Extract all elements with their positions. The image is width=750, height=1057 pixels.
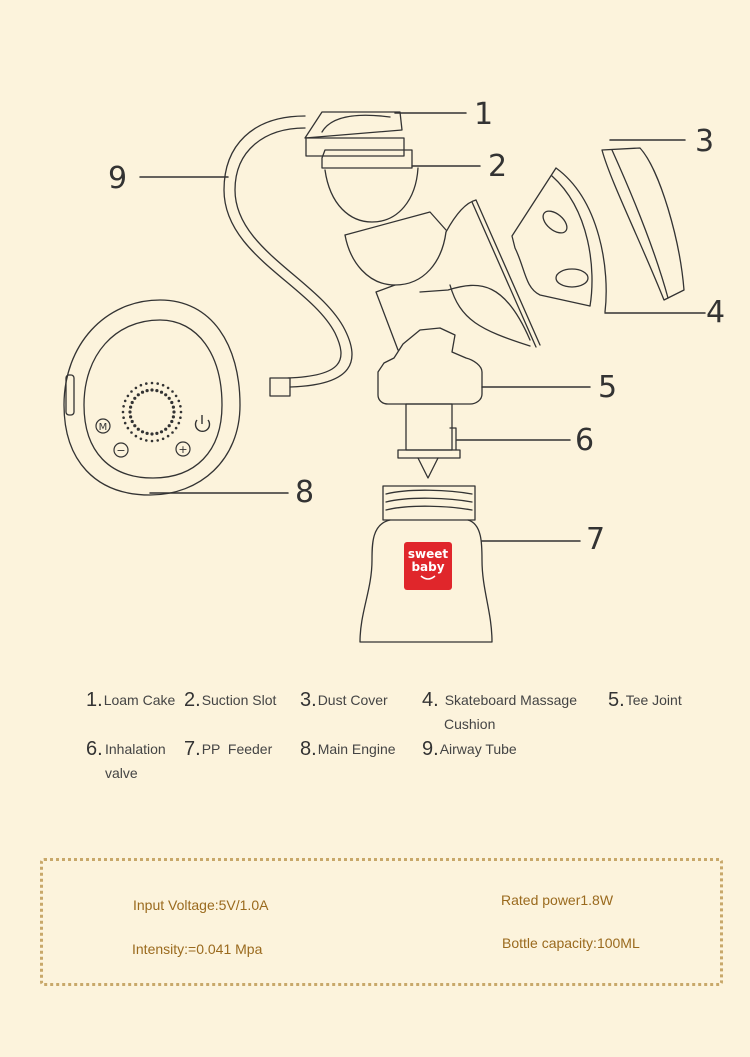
dial-dot [122, 411, 125, 414]
dial-dot [131, 401, 134, 404]
legend-item-7 [184, 737, 272, 762]
dial-dot [175, 427, 178, 430]
dial-dot [170, 420, 173, 423]
dial-dot [150, 388, 153, 391]
dial-dot [155, 432, 158, 435]
dial-dot [151, 440, 154, 443]
dial-dot [167, 387, 170, 390]
legend-item-5 [608, 688, 682, 713]
dial-dot [129, 406, 132, 409]
dial-dot [171, 431, 174, 434]
dial-dot [180, 411, 183, 414]
legend-num: 3. [300, 689, 317, 711]
mode-button-label: M [98, 422, 108, 433]
skateboard-massage-cushion [512, 168, 606, 312]
minus-button-icon[interactable] [114, 443, 128, 457]
dial-dot [128, 410, 131, 413]
callout-8: 8 [295, 475, 315, 510]
legend-label: Dust Cover [317, 692, 388, 708]
dial-dot [140, 438, 143, 441]
legend-label: Inhalation valve [105, 741, 166, 781]
legend-item-4 [422, 688, 592, 736]
dial-dot [124, 422, 127, 425]
specifications-box [40, 858, 723, 986]
dial-dot [167, 435, 170, 438]
legend-item-8 [300, 737, 396, 762]
dial-dot [156, 439, 159, 442]
dial-dot [150, 432, 153, 435]
dial-dot [155, 389, 158, 392]
legend-num: 5. [608, 689, 625, 711]
dial-dot [179, 416, 182, 419]
dial-dot [122, 416, 125, 419]
dial-dot [172, 410, 175, 413]
legend-item-6 [86, 737, 176, 785]
dial-dot [156, 382, 159, 385]
dial-dot [168, 424, 171, 427]
dial-dot [145, 439, 148, 442]
speed-dial [122, 382, 183, 443]
dial-dot [137, 393, 140, 396]
legend-num: 4. [422, 689, 439, 711]
spec-intensity: Intensity:=0.041 Mpa [132, 941, 263, 957]
suction-slot [322, 150, 418, 222]
legend-num: 6. [86, 738, 103, 760]
dial-dot [131, 420, 134, 423]
dial-dot [135, 387, 138, 390]
power-icon[interactable] [196, 415, 210, 431]
legend-item-1 [86, 688, 175, 713]
legend-item-9 [422, 737, 517, 762]
dial-dot [178, 422, 181, 425]
mode-button-icon[interactable] [96, 419, 110, 433]
callout-3: 3 [695, 124, 715, 159]
legend-num: 7. [184, 738, 201, 760]
dial-dot [179, 405, 182, 408]
inhalation-valve [398, 404, 460, 478]
airway-tube [224, 116, 352, 396]
dial-dot [130, 390, 133, 393]
dial-dot [162, 438, 165, 441]
callout-5: 5 [598, 370, 618, 405]
legend-num: 8. [300, 738, 317, 760]
dial-dot [168, 397, 171, 400]
logo-line-2: baby [411, 560, 445, 574]
callout-1: 1 [474, 97, 494, 132]
legend-num: 2. [184, 689, 201, 711]
legend-num: 1. [86, 689, 103, 711]
sweet-baby-logo [404, 542, 452, 590]
dial-dot [146, 389, 149, 392]
dial-dot [170, 401, 173, 404]
dial-dot [162, 384, 165, 387]
legend-label: Loam Cake [103, 692, 176, 708]
logo-line-1: sweet [407, 547, 449, 561]
dial-dot [172, 415, 175, 418]
callout-4: 4 [706, 295, 726, 330]
plus-button-icon[interactable] [176, 442, 190, 456]
callout-2: 2 [488, 149, 508, 184]
dial-dot [178, 400, 181, 403]
dial-dot [172, 406, 175, 409]
legend-num: 9. [422, 738, 439, 760]
dial-dot [164, 428, 167, 431]
dial-dot [122, 405, 125, 408]
legend-label: Tee Joint [625, 692, 682, 708]
dial-dot [133, 424, 136, 427]
dial-dot [124, 400, 127, 403]
spec-bottle-capacity: Bottle capacity:100ML [502, 935, 640, 951]
dust-cover [602, 148, 684, 300]
callout-6: 6 [575, 423, 595, 458]
dial-dot [145, 382, 148, 385]
callout-7: 7 [586, 522, 606, 557]
legend-item-2 [184, 688, 276, 713]
legend-label: Skateboard Massage Cushion [444, 692, 577, 732]
spec-input-voltage: Input Voltage:5V/1.0A [133, 897, 269, 913]
dial-dot [141, 391, 144, 394]
minus-button-label: − [116, 444, 126, 457]
dial-dot [140, 384, 143, 387]
dial-dot [171, 390, 174, 393]
legend-label: Airway Tube [439, 741, 517, 757]
callout-leaders [140, 113, 705, 541]
dial-dot [164, 393, 167, 396]
dial-dot [141, 430, 144, 433]
legend-label: PP Feeder [201, 741, 273, 757]
dial-dot [160, 391, 163, 394]
dial-dot [133, 397, 136, 400]
legend-label: Main Engine [317, 741, 396, 757]
dial-dot [175, 395, 178, 398]
dial-dot [127, 427, 130, 430]
dial-dot [146, 432, 149, 435]
dial-dot [135, 435, 138, 438]
dial-dot [160, 430, 163, 433]
main-engine [64, 300, 240, 495]
dial-dot [127, 395, 130, 398]
legend-label: Suction Slot [201, 692, 277, 708]
dial-dot [151, 382, 154, 385]
dial-dot [129, 415, 132, 418]
dial-dot [137, 428, 140, 431]
legend-item-3 [300, 688, 388, 713]
callout-9: 9 [108, 161, 128, 196]
spec-rated-power: Rated power1.8W [501, 892, 614, 908]
dial-dot [130, 431, 133, 434]
plus-button-label: + [178, 443, 188, 456]
